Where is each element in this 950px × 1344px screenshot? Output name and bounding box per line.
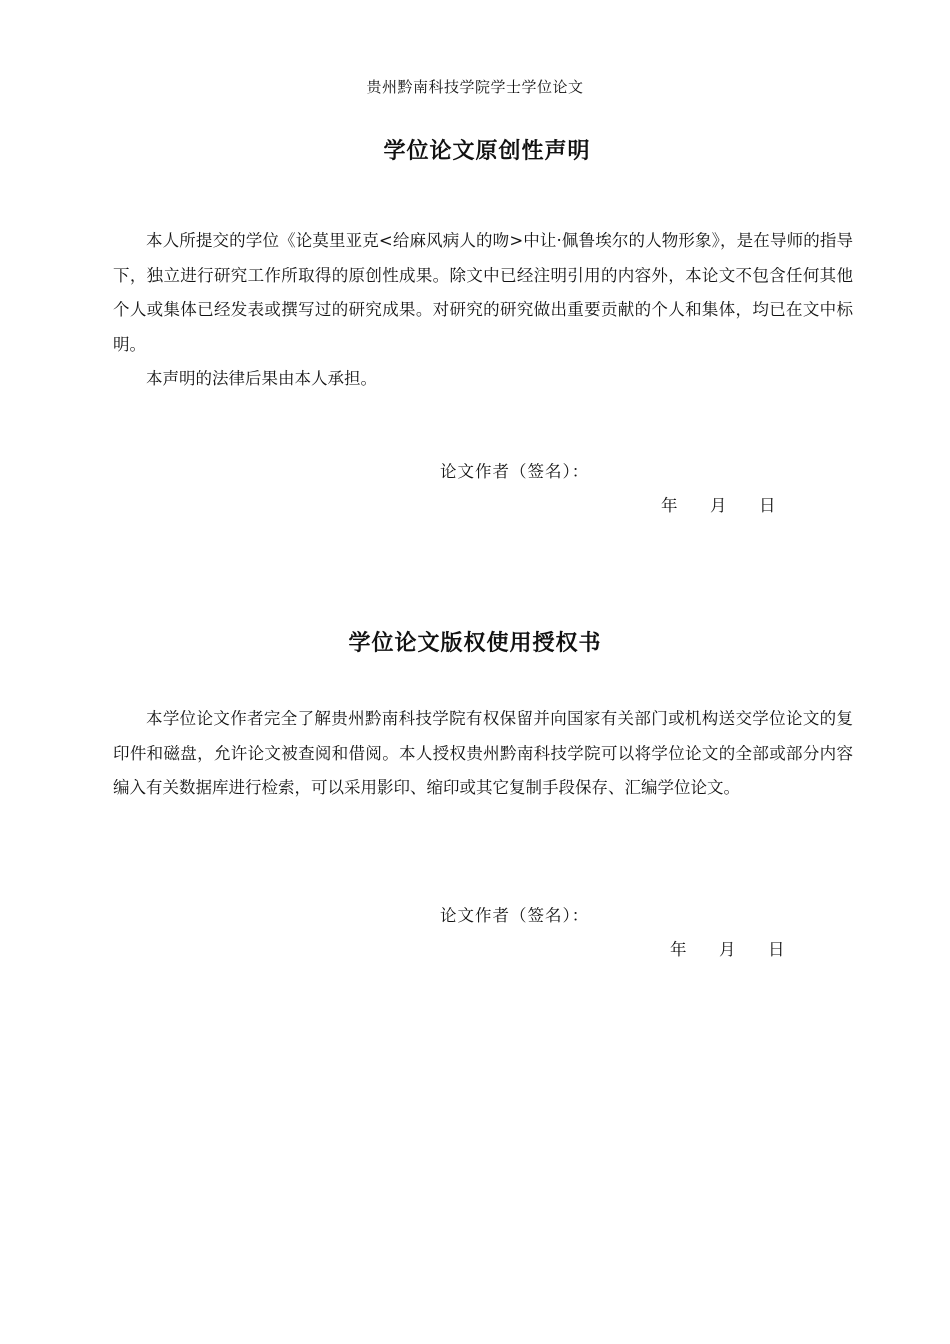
date-month-label: 月 xyxy=(710,496,727,515)
copyright-paragraph: 本学位论文作者完全了解贵州黔南科技学院有权保留并向国家有关部门或机构送交学位论文的复印件和磁盘，允许论文被查阅和借阅。本人授权贵州黔南科技学院可以将学位论文的全部或部分内容编入有关数据库进行检索，可以采用影印、缩印或其它复制手段保存、汇编学位论文。 xyxy=(113,709,853,797)
originality-paragraph: 本声明的法律后果由本人承担。 xyxy=(146,369,377,388)
originality-statement-body xyxy=(113,224,853,397)
originality-statement-title: 学位论文原创性声明 xyxy=(383,139,591,164)
date-day-label: 日 xyxy=(768,940,785,959)
author-signature-label: 论文作者（签名）： xyxy=(440,906,590,925)
originality-paragraph: 本人所提交的学位《论莫里亚克<给麻风病人的吻>中让·佩鲁埃尔的人物形象》，是在导师的指导下，独立进行研究工作所取得的原创性成果。除文中已经注明引用的内容外，本论文不包含任何其他个人或集体已经发表或撰写过的研究成果。对研究的研究做出重要贡献的个人和集体，均已在文中标明。 xyxy=(113,231,853,354)
signature-date-line xyxy=(670,936,817,960)
copyright-authorization-title: 学位论文版权使用授权书 xyxy=(348,631,602,656)
date-month-label: 月 xyxy=(719,940,736,959)
copyright-authorization-body xyxy=(113,702,853,806)
date-year-label: 年 xyxy=(670,940,687,959)
author-signature-label: 论文作者（签名）： xyxy=(440,462,590,481)
date-year-label: 年 xyxy=(661,496,678,515)
signature-date-line xyxy=(661,492,808,516)
running-header: 贵州黔南科技学院学士学位论文 xyxy=(366,78,584,96)
date-day-label: 日 xyxy=(759,496,776,515)
